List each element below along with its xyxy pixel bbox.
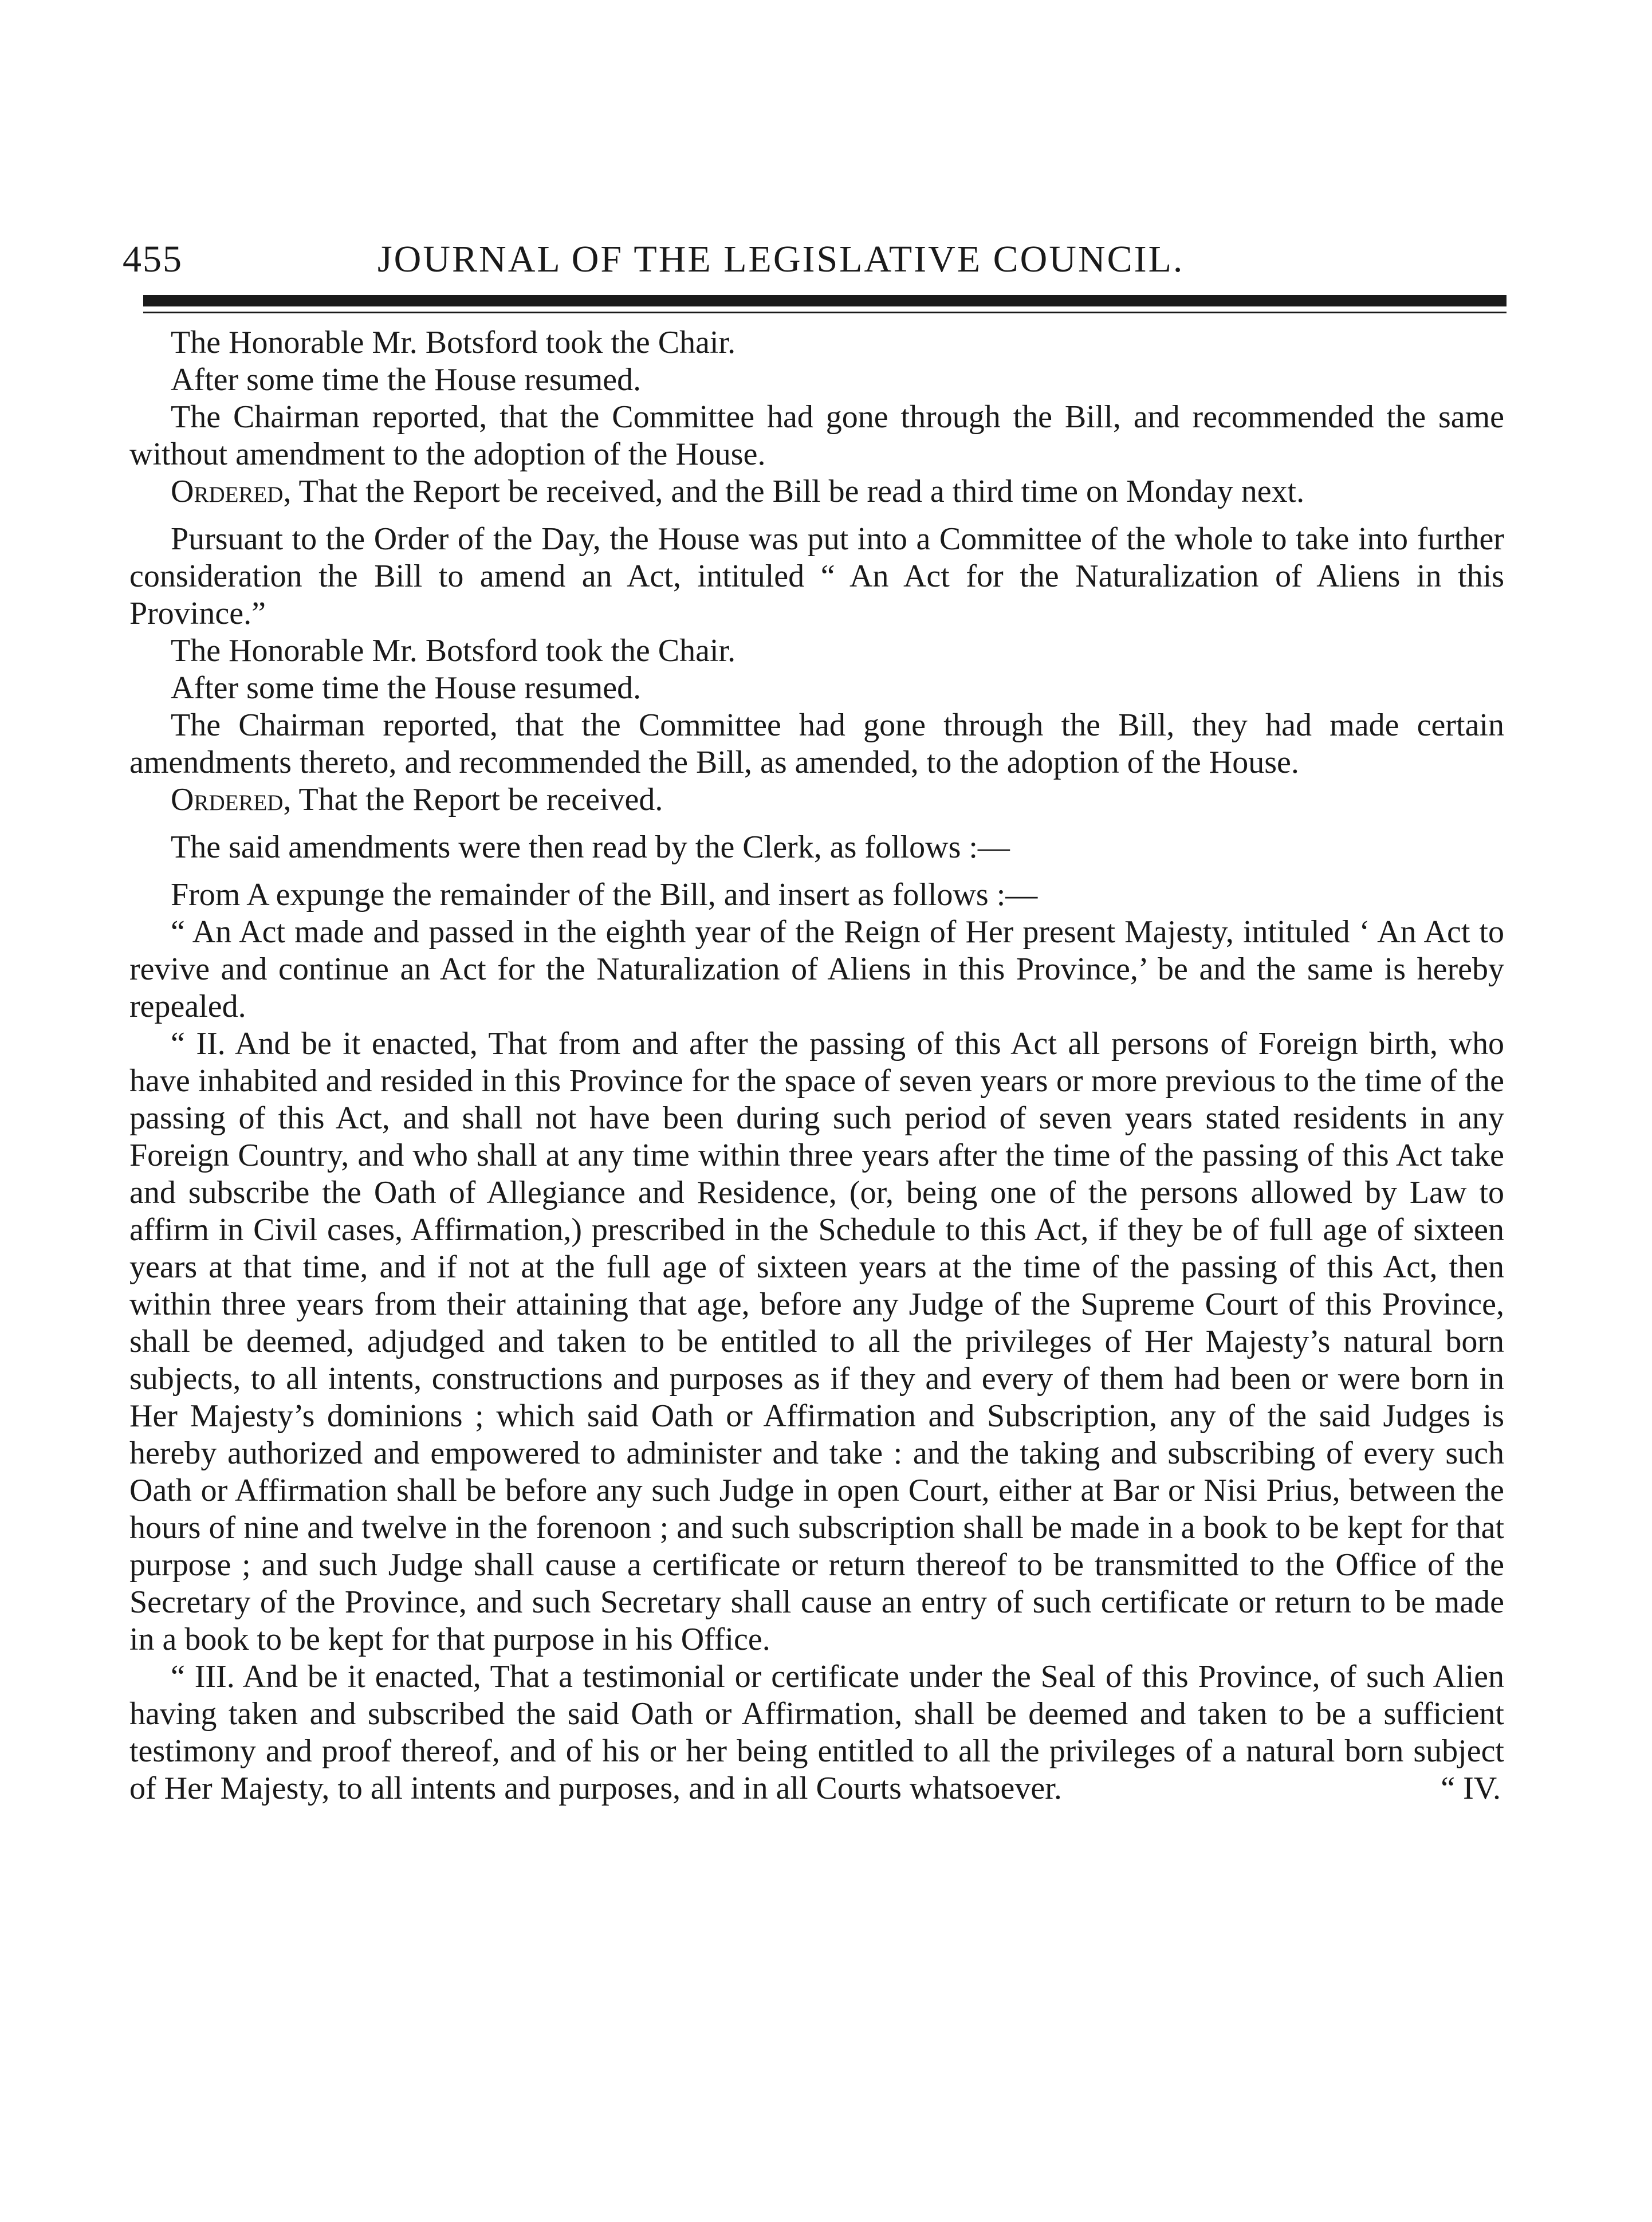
paragraph: The Honorable Mr. Botsford took the Chair. <box>171 633 736 668</box>
paragraph: “ An Act made and passed in the eighth year of the Reign of Her present Majesty, intituled ‘ An Act to revive and continue an Act for the Naturalization of Aliens in this Province,’ be and the same is hereby repealed. <box>129 914 1504 1024</box>
body-text <box>129 324 1504 1807</box>
catchword: “ IV. <box>1441 1771 1501 1806</box>
paragraph: The Honorable Mr. Botsford took the Chair. <box>171 325 736 360</box>
paragraph-ordered <box>129 473 1504 510</box>
page-number: 455 <box>123 238 183 280</box>
header-rule-thick <box>143 295 1507 306</box>
page-header <box>123 232 1509 295</box>
ordered-label: Ordered, <box>171 474 292 509</box>
ordered-text: That the Report be received. <box>291 782 663 817</box>
paragraph-section-iii: “ III. And be it enacted, That a testimonial or certificate under the Seal of this Province, of such Alien having taken and subscribed the said Oath or Affirmation, shall be deemed and taken to be a sufficient testimony and proof thereof, and of his or her being entitled to all the privileges of a natural born subject of Her Majesty, to all intents and purposes, and in all Courts whatsoever. <box>129 1659 1504 1806</box>
paragraph: The Chairman reported, that the Committee had gone through the Bill, they had made certain amendments thereto, and recommended the Bill, as amended, to the adoption of the House. <box>129 707 1504 780</box>
ordered-text: That the Report be received, and the Bill be read a third time on Monday next. <box>291 474 1305 509</box>
paragraph: Pursuant to the Order of the Day, the House was put into a Committee of the whole to take into further consideration the Bill to amend an Act, intituled “ An Act for the Naturalization of Aliens in this Province.” <box>129 521 1504 631</box>
ordered-label: Ordered, <box>171 782 292 817</box>
paragraph: From A expunge the remainder of the Bill, and insert as follows :— <box>171 877 1038 913</box>
paragraph: After some time the House resumed. <box>171 670 642 706</box>
header-rule-thin <box>143 312 1507 313</box>
running-title: JOURNAL OF THE LEGISLATIVE COUNCIL. <box>377 238 1185 280</box>
paragraph-ordered <box>129 781 1504 819</box>
paragraph: The Chairman reported, that the Committee had gone through the Bill, and recommended the same without amendment to the adoption of the House. <box>129 399 1504 472</box>
paragraph-section-ii: “ II. And be it enacted, That from and after the passing of this Act all persons of Foreign birth, who have inhabited and resided in this Province for the space of seven years or more previous to the time of the passing of this Act, and shall not have been during such period of seven years stated residents in any Foreign Country, and who shall at any time within three years after the time of the passing of this Act take and subscribe the Oath of Allegiance and Residence, (or, being one of the persons allowed by Law to affirm in Civil cases, Affirmation,) prescribed in the Schedule to this Act, if they be of full age of sixteen years at that time, and if not at the full age of sixteen years at the time of the passing of this Act, then within three years from their attaining that age, before any Judge of the Supreme Court of this Province, shall be deemed, adjudged and taken to be entitled to all the privileges of Her Majesty’s natural born subjects, to all intents, constructions and purposes as if they and every of them had been or were born in Her Majesty’s dominions ; which said Oath or Affirmation and Subscription, any of the said Judges is hereby authorized and empowered to administer and take : and the taking and subscribing of every such Oath or Affirmation shall be before any such Judge in open Court, either at Bar or Nisi Prius, between the hours of nine and twelve in the forenoon ; and such subscription shall be made in a book to be kept for that purpose ; and such Judge shall cause a certificate or return thereof to be transmitted to the Office of the Secretary of the Province, and such Secretary shall cause an entry of such certificate or return to be made in a book to be kept for that purpose in his Office. <box>129 1026 1504 1657</box>
paragraph: The said amendments were then read by the Clerk, as follows :— <box>171 829 1010 865</box>
paragraph: After some time the House resumed. <box>171 362 642 398</box>
